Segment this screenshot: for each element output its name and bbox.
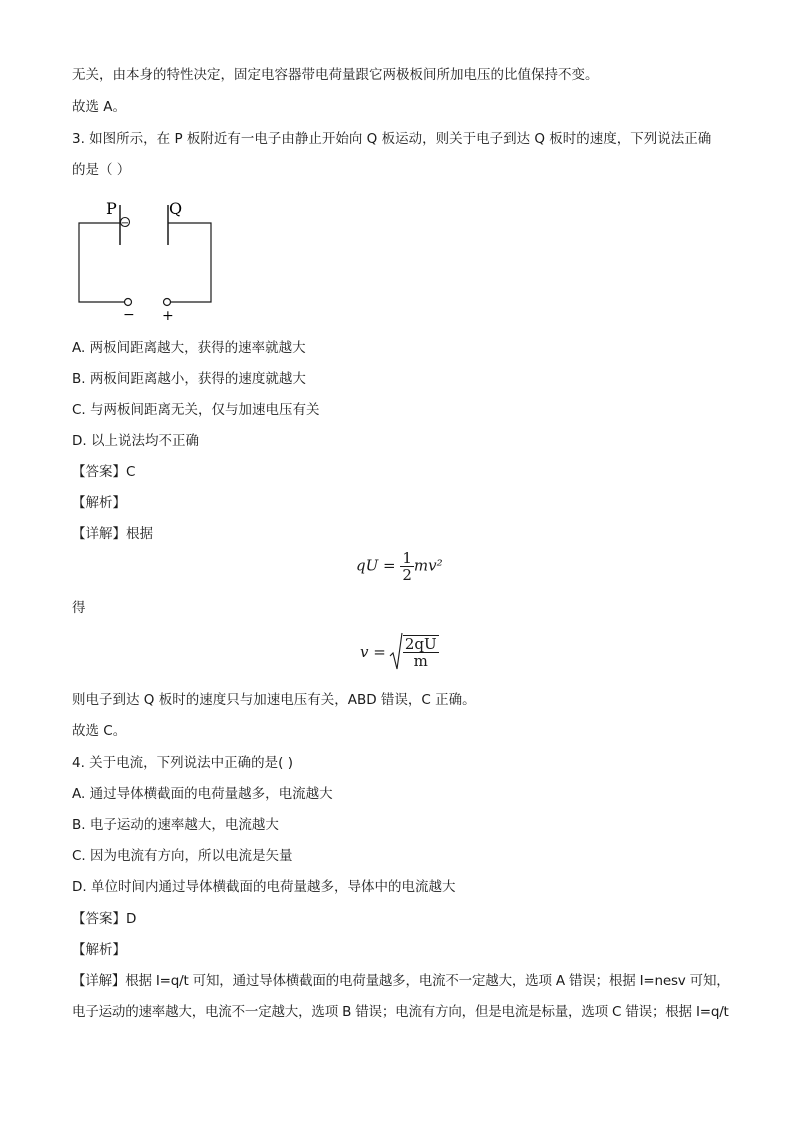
eq1-den: 2 bbox=[402, 566, 412, 584]
text-line: 无关，由本身的特性决定，固定电容器带电荷量跟它两极板间所加电压的比值保持不变。 bbox=[72, 67, 599, 83]
eq2-den: m bbox=[413, 651, 428, 670]
question-4-stem: 4. 关于电流，下列说法中正确的是( ) bbox=[72, 755, 293, 771]
detail-text: 【详解】根据 I=q/t 可知，通过导体横截面的电荷量越多，电流不一定越大，选项 A 错误；根据 I=nesv 可知， bbox=[72, 973, 730, 989]
option-d: D. 单位时间内通过导体横截面的电荷量越多，导体中的电流越大 bbox=[72, 879, 456, 895]
label-plus: + bbox=[162, 308, 174, 324]
eq1-rhs: mv² bbox=[413, 556, 443, 575]
wire-right bbox=[168, 223, 211, 302]
analysis-label: 【解析】 bbox=[72, 942, 126, 958]
question-3-stem: 3. 如图所示，在 P 板附近有一电子由静止开始向 Q 板运动，则关于电子到达 Q 板时的速度，下列说法正确 bbox=[72, 131, 712, 147]
detail-label: 【详解】根据 bbox=[72, 526, 153, 542]
analysis-label: 【解析】 bbox=[72, 495, 126, 511]
label-p: P bbox=[106, 199, 117, 218]
option-b: B. 两板间距离越小，获得的速度就越大 bbox=[72, 371, 306, 387]
question-3-stem: 的是（ ） bbox=[72, 162, 131, 178]
terminal-negative bbox=[125, 299, 132, 306]
sqrt-icon bbox=[389, 632, 403, 672]
equation-energy bbox=[356, 550, 443, 583]
wire-left bbox=[79, 223, 124, 302]
eq2-num: 2qU bbox=[404, 634, 437, 653]
option-d: D. 以上说法均不正确 bbox=[72, 433, 199, 449]
conclusion: 则电子到达 Q 板时的速度只与加速电压有关，ABD 错误，C 正确。 bbox=[72, 692, 476, 708]
answer-label: 【答案】C bbox=[72, 464, 136, 480]
option-c: C. 与两板间距离无关，仅与加速电压有关 bbox=[72, 402, 320, 418]
label-q: Q bbox=[169, 199, 183, 218]
eq2-lhs: v = bbox=[360, 643, 386, 661]
option-b: B. 电子运动的速率越大，电流越大 bbox=[72, 817, 279, 833]
option-a: A. 通过导体横截面的电荷量越多，电流越大 bbox=[72, 786, 333, 802]
option-c: C. 因为电流有方向，所以电流是矢量 bbox=[72, 848, 293, 864]
answer-label: 【答案】D bbox=[72, 911, 137, 927]
label-minus: − bbox=[123, 307, 135, 323]
detail-text: 电子运动的速率越大，电流不一定越大，选项 B 错误；电流有方向，但是电流是标量，选项 C 错误；根据 I=q/t bbox=[72, 1004, 729, 1020]
text-line: 故选 A。 bbox=[72, 99, 127, 115]
eq1-lhs: qU = bbox=[356, 556, 396, 575]
terminal-positive bbox=[164, 299, 171, 306]
eq1-fraction bbox=[400, 550, 414, 583]
eq1-num: 1 bbox=[402, 549, 412, 567]
capacitor-circuit-figure bbox=[70, 195, 220, 325]
electron-sign: − bbox=[120, 218, 130, 229]
equation-velocity bbox=[360, 632, 439, 672]
text-line: 得 bbox=[72, 600, 86, 616]
eq2-fraction bbox=[403, 635, 439, 669]
option-a: A. 两板间距离越大，获得的速率就越大 bbox=[72, 340, 306, 356]
selection: 故选 C。 bbox=[72, 723, 127, 739]
